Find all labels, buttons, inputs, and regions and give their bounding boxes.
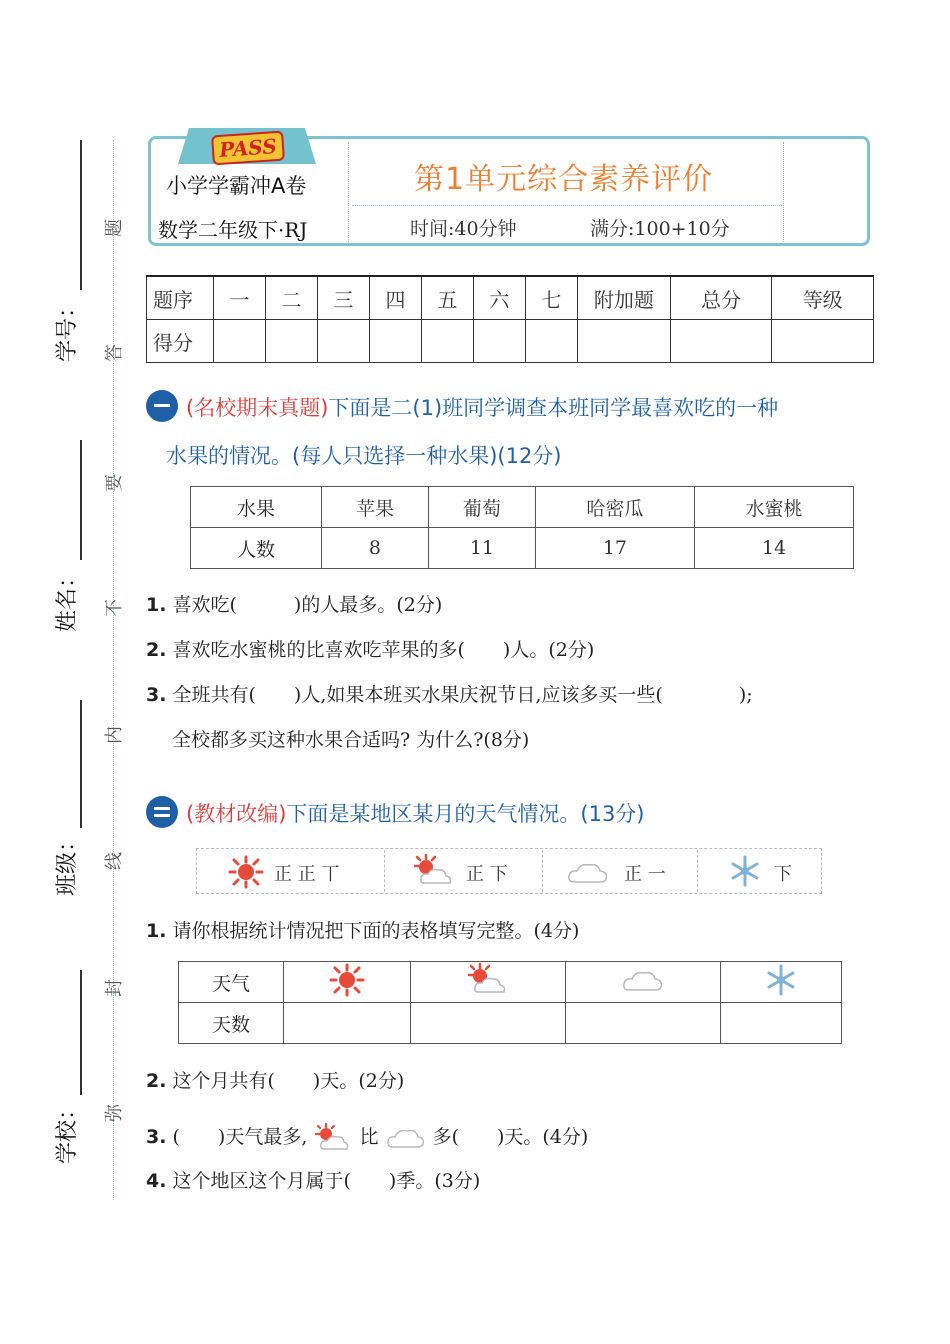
question-text: 这个月共有( )天。(2分) xyxy=(172,1070,405,1092)
seal-char: 题 xyxy=(104,219,125,237)
section-two-heading xyxy=(186,798,645,828)
section-one-heading-line2: 水果的情况。(每人只选择一种水果)(12分) xyxy=(166,444,562,468)
series-title: 小学学霸冲A卷 xyxy=(166,174,307,198)
table-row xyxy=(191,487,854,528)
sun-cloud-icon xyxy=(466,962,510,998)
exam-time: 时间:40分钟 xyxy=(410,218,517,240)
table-row xyxy=(147,276,874,320)
question-1-3-line2: 全校都多买这种水果合适吗? 为什么?(8分) xyxy=(172,729,530,751)
score-cell[interactable] xyxy=(473,320,525,363)
sun-icon xyxy=(228,855,264,889)
subject-grade: 数学二年级下·RJ xyxy=(158,218,308,242)
header-divider xyxy=(348,142,349,242)
student-id-line[interactable] xyxy=(80,140,82,290)
tally-sunny: 正 正 丅 xyxy=(274,864,340,885)
table-header-cell: 四 xyxy=(369,276,421,320)
days-answer-cell[interactable] xyxy=(411,1003,566,1044)
table-header-cell: 二 xyxy=(265,276,317,320)
days-answer-cell[interactable] xyxy=(721,1003,842,1044)
table-cell: 哈密瓜 xyxy=(535,487,694,528)
tally-divider xyxy=(384,850,385,892)
question-number: 1. xyxy=(146,594,167,616)
table-cell: 苹果 xyxy=(322,487,429,528)
school-label: 学校： xyxy=(55,1097,80,1164)
question-number: 1. xyxy=(146,920,167,942)
tally-partly-cloudy: 正 下 xyxy=(466,864,508,885)
section-text: 下面是某地区某月的天气情况。(13分) xyxy=(286,802,645,826)
pass-logo: PASS xyxy=(211,131,285,166)
score-cell[interactable] xyxy=(214,320,266,363)
section-one-heading xyxy=(186,392,778,422)
seal-char: 答 xyxy=(104,344,125,362)
score-cell[interactable] xyxy=(772,320,874,363)
question-2-3 xyxy=(146,1122,588,1154)
score-table xyxy=(146,275,874,363)
tally-divider xyxy=(697,850,698,892)
table-row-label: 得分 xyxy=(147,320,214,363)
question-number: 2. xyxy=(146,639,167,661)
table-header-cell: 总分 xyxy=(670,276,772,320)
cloud-icon xyxy=(566,858,610,886)
school-line[interactable] xyxy=(80,970,82,1095)
seal-char: 要 xyxy=(104,474,125,492)
question-text: 喜欢吃水蜜桃的比喜欢吃苹果的多( )人。(2分) xyxy=(172,639,595,661)
table-header-cell: 天气 xyxy=(179,962,284,1003)
seal-char: 弥 xyxy=(104,1104,125,1122)
score-cell[interactable] xyxy=(670,320,772,363)
seal-line xyxy=(113,140,114,1200)
cloud-icon xyxy=(621,966,665,994)
question-text: 喜欢吃( )的人最多。(2分) xyxy=(172,594,443,616)
question-text: 比 xyxy=(359,1126,379,1148)
seal-char: 封 xyxy=(104,979,125,997)
sun-cloud-icon xyxy=(412,853,456,889)
question-number: 3. xyxy=(146,1126,167,1148)
table-header-cell: 附加题 xyxy=(577,276,670,320)
question-1-3 xyxy=(146,680,753,707)
question-2-4 xyxy=(146,1166,480,1193)
table-cell: 11 xyxy=(428,528,535,569)
question-1-2 xyxy=(146,635,594,662)
score-cell[interactable] xyxy=(525,320,577,363)
table-cell: 水蜜桃 xyxy=(694,487,853,528)
fruit-table xyxy=(190,486,854,569)
table-header-cell: 六 xyxy=(473,276,525,320)
weather-table xyxy=(178,961,842,1044)
table-header-cell: 一 xyxy=(214,276,266,320)
question-text: 请你根据统计情况把下面的表格填写完整。(4分) xyxy=(172,920,580,942)
page-title: 第1单元综合素养评价 xyxy=(414,162,714,197)
snowflake-icon xyxy=(728,854,762,888)
table-header-cell: 人数 xyxy=(191,528,322,569)
table-cell xyxy=(411,962,566,1003)
question-number: 3. xyxy=(146,684,167,706)
question-1-1 xyxy=(146,590,442,617)
question-text: 全班共有( )人,如果本班买水果庆祝节日,应该多买一些( ); xyxy=(172,684,753,706)
section-text: 下面是二(1)班同学调查本班同学最喜欢吃的一种 xyxy=(328,396,779,420)
full-score: 满分:100+10分 xyxy=(590,218,730,240)
tally-snow: 下 xyxy=(774,864,792,885)
name-line[interactable] xyxy=(80,440,82,560)
tally-divider xyxy=(542,850,543,892)
section-tag: (教材改编) xyxy=(186,802,287,826)
question-2-2 xyxy=(146,1066,404,1093)
table-header-cell: 三 xyxy=(317,276,369,320)
score-cell[interactable] xyxy=(421,320,473,363)
table-cell: 8 xyxy=(322,528,429,569)
seal-char: 不 xyxy=(104,599,125,617)
table-cell: 葡萄 xyxy=(428,487,535,528)
question-text: 多( )天。(4分) xyxy=(432,1126,589,1148)
table-cell: 17 xyxy=(535,528,694,569)
days-answer-cell[interactable] xyxy=(566,1003,721,1044)
question-number: 4. xyxy=(146,1170,167,1192)
class-line[interactable] xyxy=(80,700,82,828)
table-row xyxy=(179,962,842,1003)
header-divider xyxy=(783,142,784,242)
sun-cloud-icon xyxy=(313,1122,353,1154)
table-header-cell: 天数 xyxy=(179,1003,284,1044)
question-number: 2. xyxy=(146,1070,167,1092)
table-cell: 14 xyxy=(694,528,853,569)
sun-icon xyxy=(329,963,365,997)
section-one-badge xyxy=(146,390,178,422)
snowflake-icon xyxy=(764,963,798,997)
question-2-1 xyxy=(146,916,579,943)
class-label: 班级： xyxy=(55,829,80,896)
tally-cloudy: 正 一 xyxy=(624,864,666,885)
seal-char: 线 xyxy=(104,852,125,870)
days-answer-cell[interactable] xyxy=(284,1003,411,1044)
table-header-cell: 五 xyxy=(421,276,473,320)
table-header-cell: 七 xyxy=(525,276,577,320)
table-cell xyxy=(566,962,721,1003)
table-row xyxy=(147,320,874,363)
question-text: ( )天气最多, xyxy=(172,1126,308,1148)
question-text: 这个地区这个月属于( )季。(3分) xyxy=(172,1170,481,1192)
score-cell[interactable] xyxy=(577,320,670,363)
table-cell xyxy=(721,962,842,1003)
table-header-cell: 等级 xyxy=(772,276,874,320)
table-header-cell: 水果 xyxy=(191,487,322,528)
table-row xyxy=(191,528,854,569)
cloud-icon xyxy=(385,1125,427,1151)
student-id-label: 学号： xyxy=(55,295,80,362)
section-two-badge xyxy=(146,796,178,828)
header-divider xyxy=(352,205,782,206)
seal-char: 内 xyxy=(104,726,125,744)
score-cell[interactable] xyxy=(265,320,317,363)
name-label: 姓名： xyxy=(55,565,80,632)
table-cell xyxy=(284,962,411,1003)
score-cell[interactable] xyxy=(369,320,421,363)
table-header-cell: 题序 xyxy=(147,276,214,320)
table-row xyxy=(179,1003,842,1044)
section-tag: (名校期末真题) xyxy=(186,396,329,420)
score-cell[interactable] xyxy=(317,320,369,363)
